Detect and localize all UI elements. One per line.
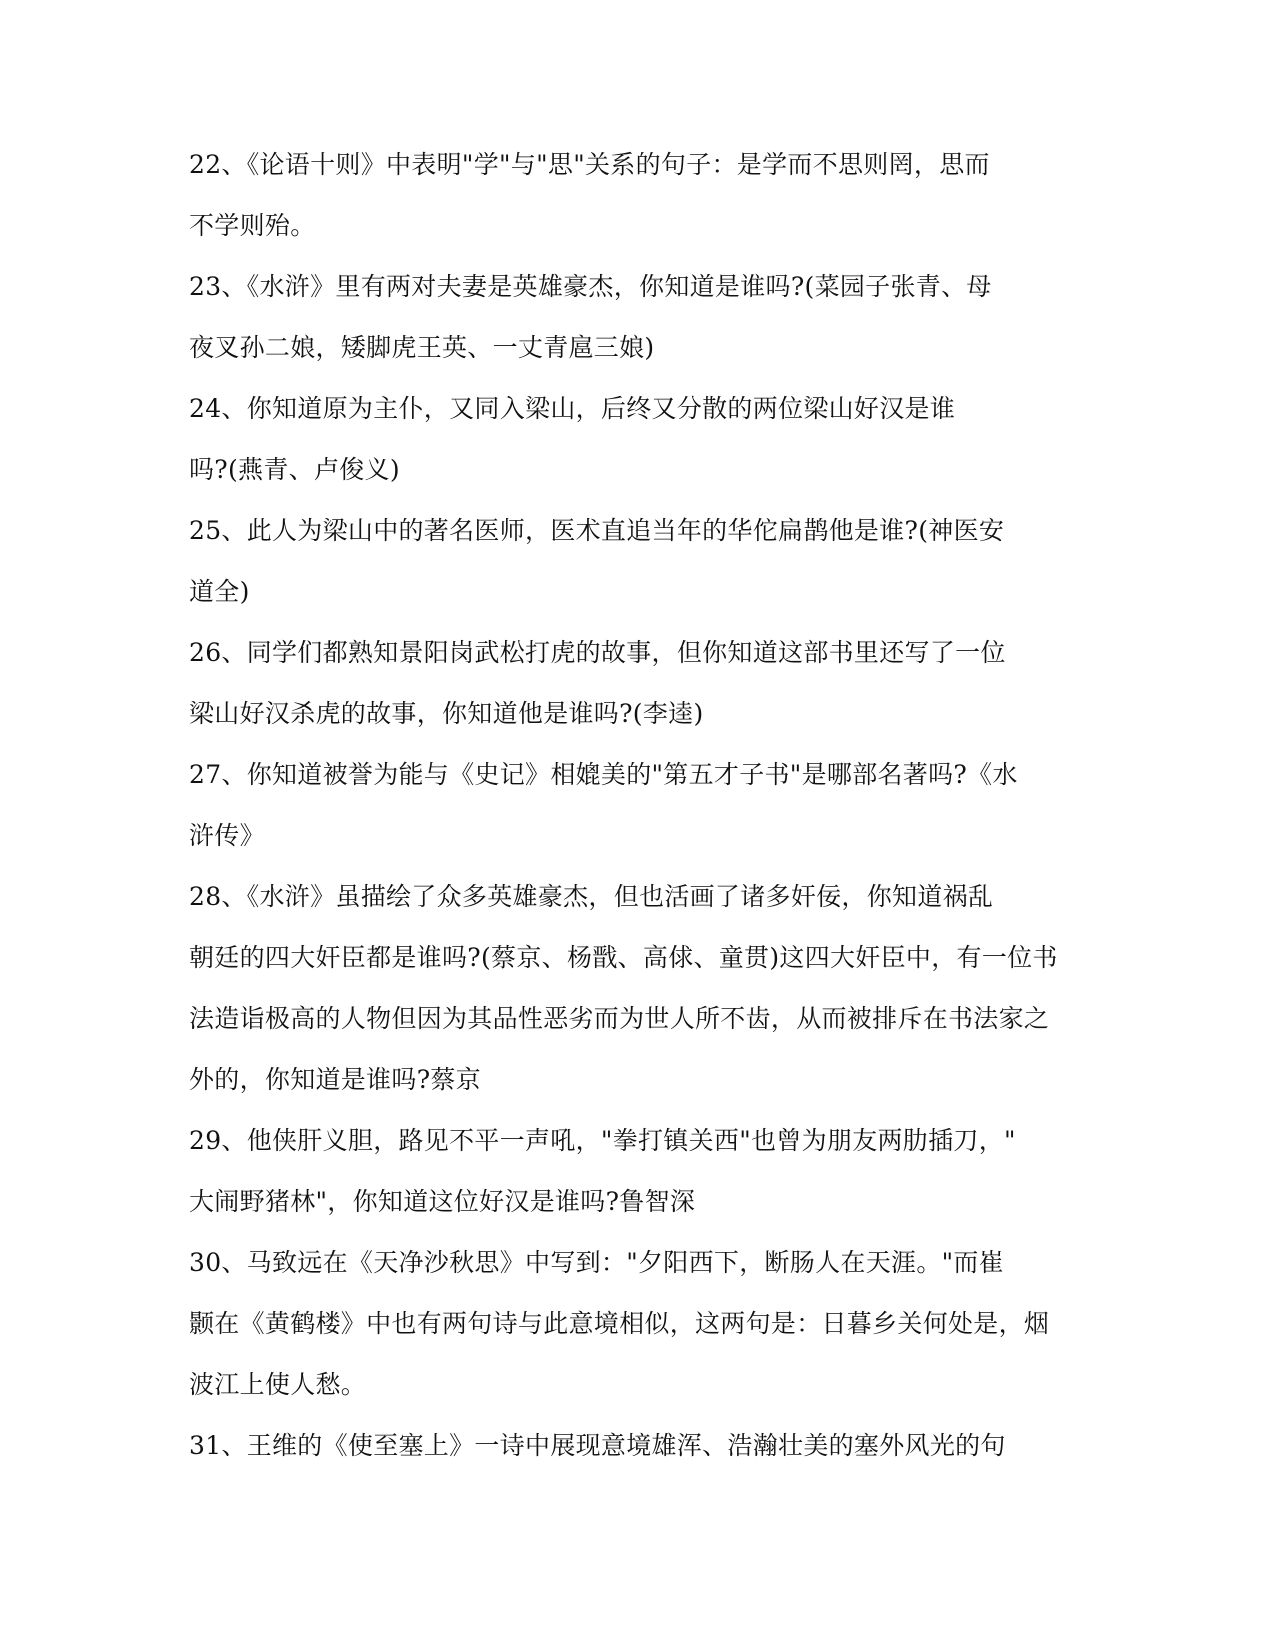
- text-line: 夜叉孙二娘，矮脚虎王英、一丈青扈三娘): [189, 333, 655, 362]
- text-line: 27、你知道被誉为能与《史记》相媲美的"第五才子书"是哪部名著吗?《水: [189, 760, 1018, 789]
- text-line: 25、此人为梁山中的著名医师，医术直追当年的华佗扁鹊他是谁?(神医安: [189, 516, 1005, 545]
- text-line: 30、马致远在《天净沙秋思》中写到："夕阳西下，断肠人在天涯。"而崔: [189, 1248, 1005, 1277]
- text-line: 颢在《黄鹤楼》中也有两句诗与此意境相似，这两句是：日暮乡关何处是，烟: [189, 1309, 1050, 1338]
- text-line: 吗?(燕青、卢俊义): [189, 455, 400, 484]
- text-line: 大闹野猪林"，你知道这位好汉是谁吗?鲁智深: [189, 1187, 696, 1216]
- text-line: 外的，你知道是谁吗?蔡京: [189, 1065, 482, 1094]
- text-line: 23、《水浒》里有两对夫妻是英雄豪杰，你知道是谁吗?(菜园子张青、母: [189, 272, 992, 301]
- text-line: 不学则殆。: [189, 211, 316, 240]
- text-line: 24、你知道原为主仆，又同入梁山，后终又分散的两位梁山好汉是谁: [189, 394, 956, 423]
- text-line: 31、王维的《使至塞上》一诗中展现意境雄浑、浩瀚壮美的塞外风光的句: [189, 1431, 1006, 1460]
- text-line: 26、同学们都熟知景阳岗武松打虎的故事，但你知道这部书里还写了一位: [189, 638, 1006, 667]
- text-line: 22、《论语十则》中表明"学"与"思"关系的句子：是学而不思则罔，思而: [189, 150, 990, 179]
- text-line: 波江上使人愁。: [189, 1370, 367, 1399]
- text-line: 法造诣极高的人物但因为其品性恶劣而为世人所不齿，从而被排斥在书法家之: [189, 1004, 1050, 1033]
- document-body: [189, 145, 1069, 1487]
- text-line: 梁山好汉杀虎的故事，你知道他是谁吗?(李逵): [189, 699, 704, 728]
- text-line: 道全): [189, 577, 250, 606]
- text-line: 朝廷的四大奸臣都是谁吗?(蔡京、杨戬、高俅、童贯)这四大奸臣中，有一位书: [189, 943, 1058, 972]
- text-line: 浒传》: [189, 821, 265, 850]
- text-line: 28、《水浒》虽描绘了众多英雄豪杰，但也活画了诸多奸佞，你知道祸乱: [189, 882, 994, 911]
- text-line: 29、他侠肝义胆，路见不平一声吼，"拳打镇关西"也曾为朋友两肋插刀，": [189, 1126, 1016, 1155]
